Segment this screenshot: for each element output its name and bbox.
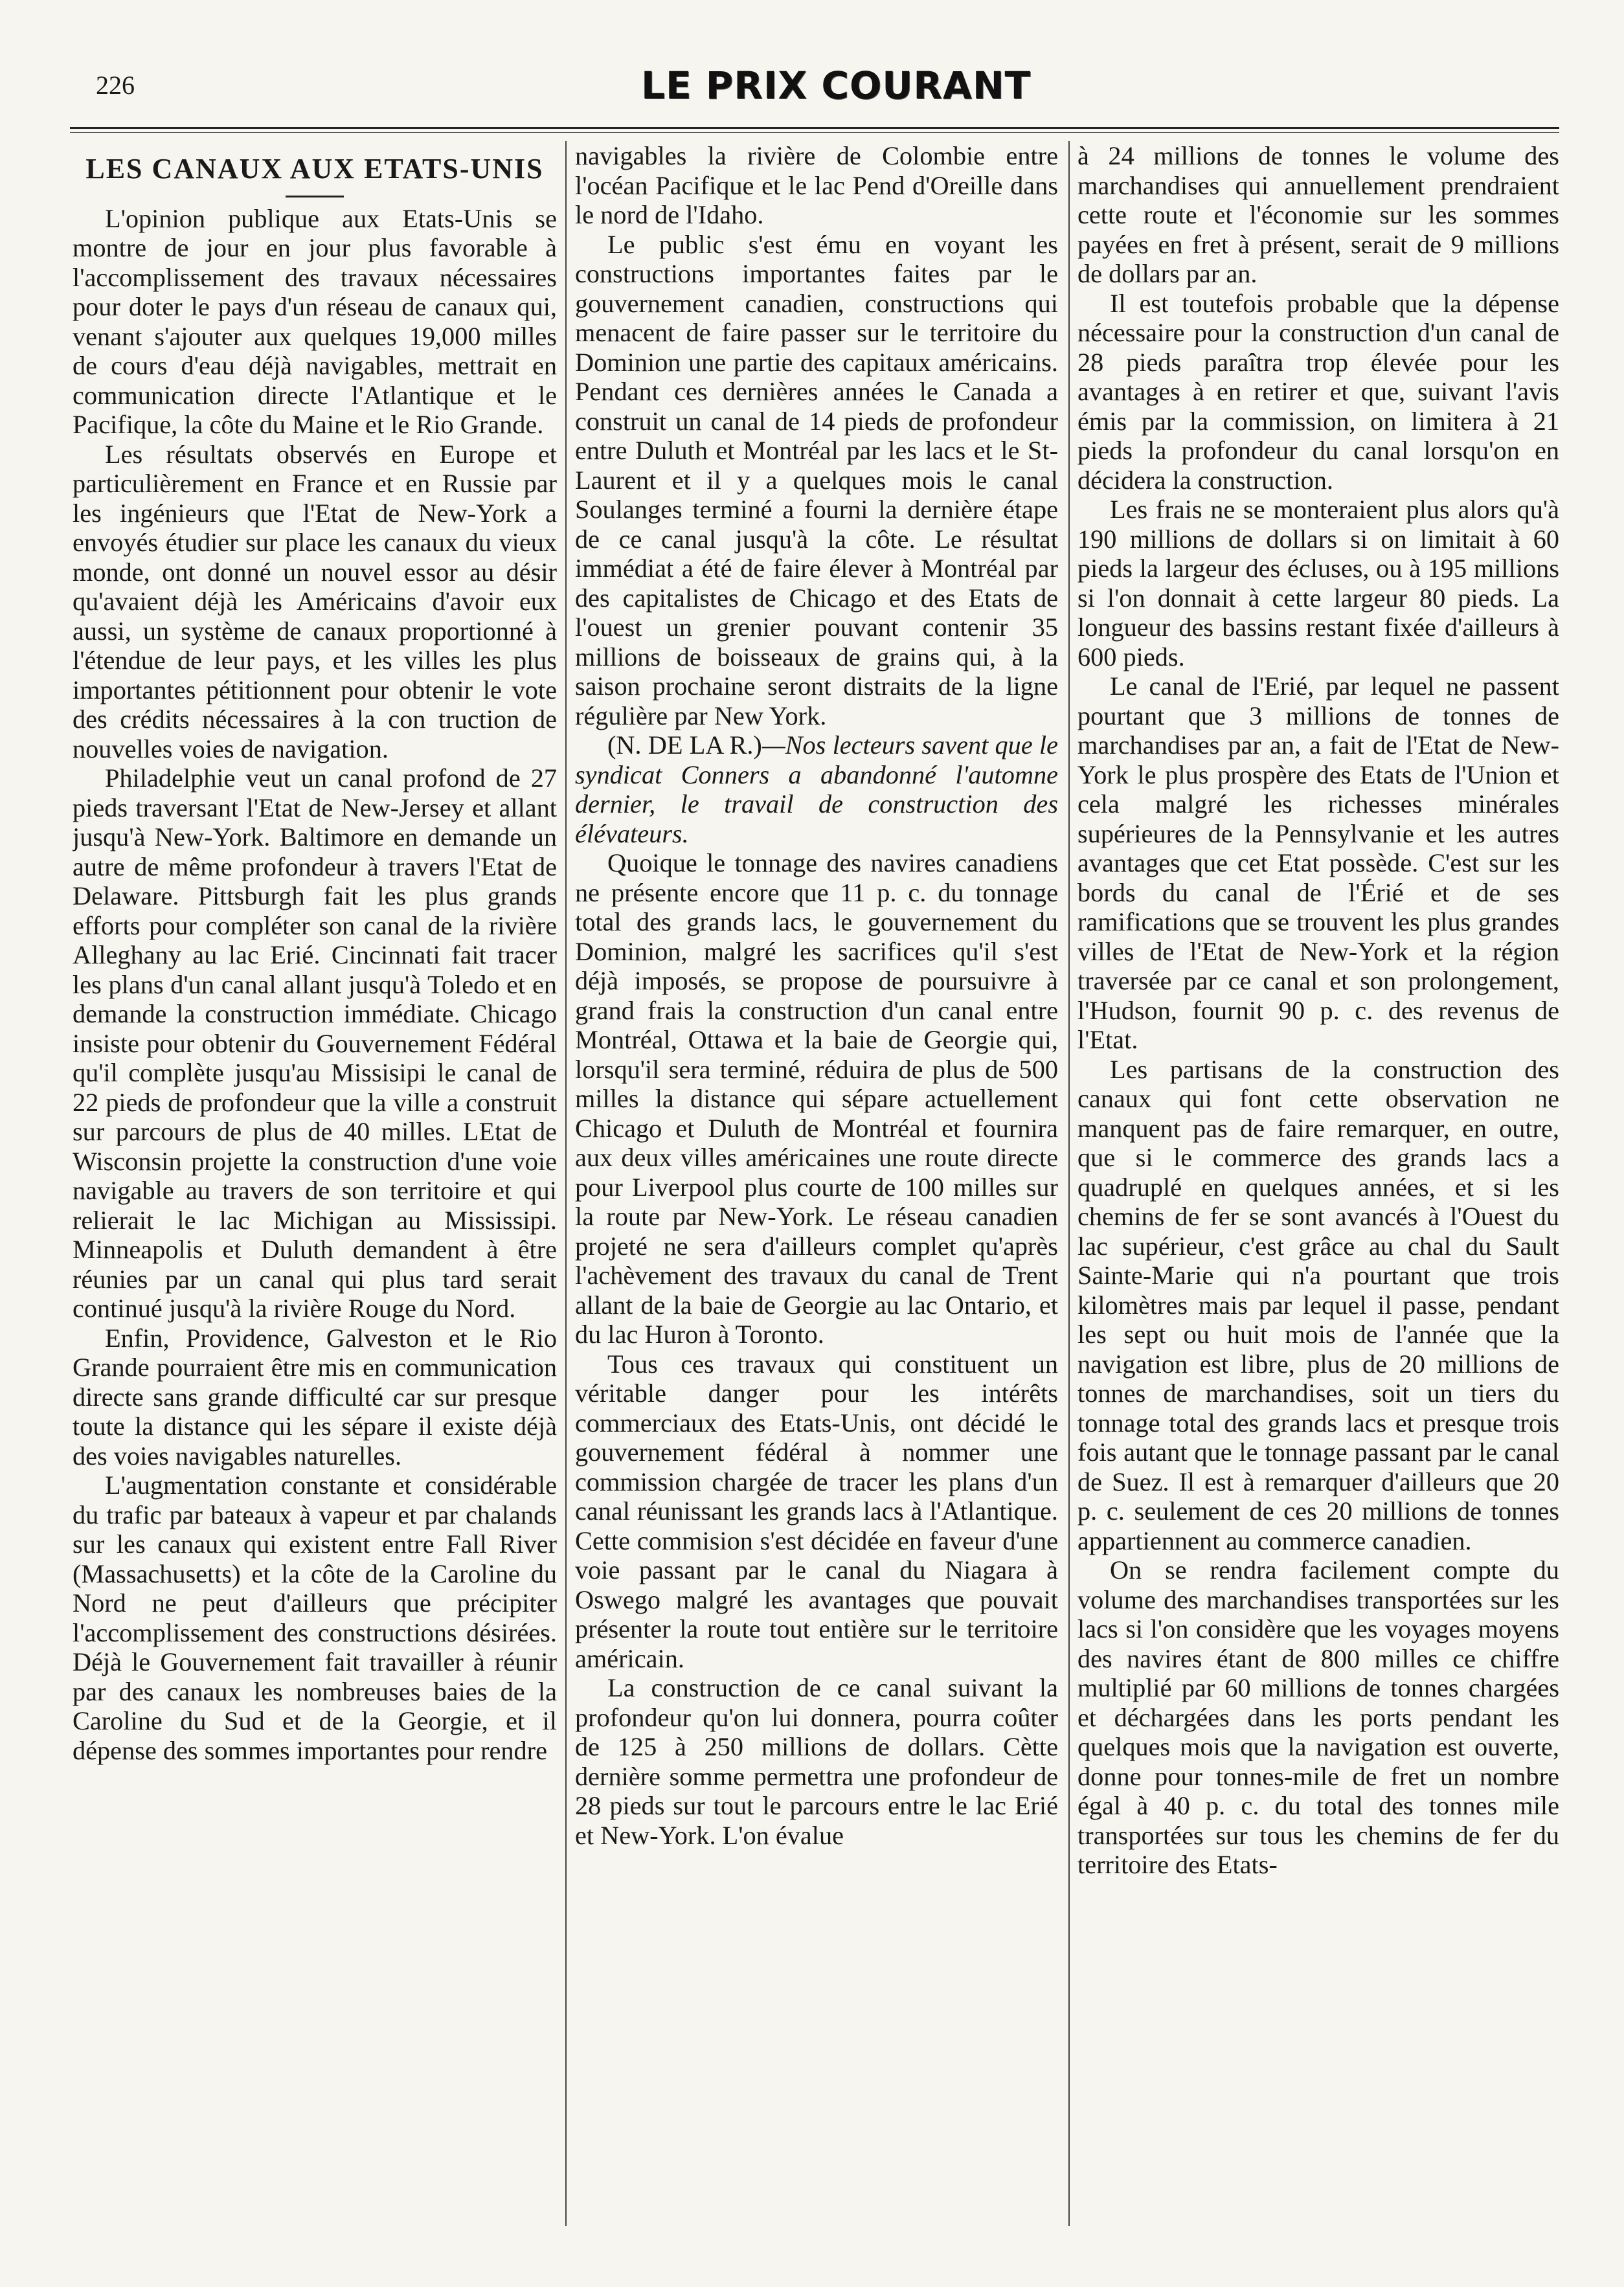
paragraph: Il est toutefois probable que la dépense nécessaire pour la construction d'un canal de 28 pieds paraîtra trop élevée pour les avantages à en retirer et que, suivant l'avis émis par la commission, on limitera à 21 pieds la profondeur du canal lorsqu'on en décidera la construction. (1077, 288, 1559, 495)
paragraph: On se rendra facilement compte du volume des marchandises transportées sur les lacs si l'on considère que les voyages moyens des navires étant de 800 milles ce chiffre multiplié par 60 millions de tonnes chargées et déchargées dans les ports pendant les quelques mois que la navigation est ouverte, donne pour tonnes-mile de fret un nombre égal à 40 p. c. du total des tonnes mile transportées sur tous les chemins de fer du territoire des Etats- (1077, 1555, 1559, 1879)
column-divider-2 (1068, 141, 1070, 2226)
column-1 (73, 141, 557, 2239)
paragraph: L'opinion publique aux Etats-Unis se montre de jour en jour plus favorable à l'accomplissement des travaux nécessaires pour doter le pays d'un réseau de canaux qui, venant s'ajouter aux quelques 19,000 milles de cours d'eau déjà navigables, mettrait en communication directe l'Atlantique et le Pacifique, la côte du Maine et le Rio Grande. (73, 203, 557, 439)
editor-note-label: (N. DE LA R.) (607, 730, 762, 760)
header-rule (70, 127, 1559, 129)
paragraph: Les frais ne se monteraient plus alors qu'à 190 millions de dollars si on limitait à 60 pieds la largeur des écluses, ou à 195 millions si l'on donnait à cette largeur 80 pieds. La longueur des bassins restant fixée d'ailleurs à 600 pieds. (1077, 495, 1559, 671)
paragraph: à 24 millions de tonnes le volume des marchandises qui annuellement prendraient cette route et l'économie sur les sommes payées en fret à présent, serait de 9 millions de dollars par an. (1077, 141, 1559, 288)
paragraph: La construction de ce canal suivant la profondeur qu'on lui donnera, pourra coûter de 125 à 250 millions de dollars. Cètte dernière somme permettra une profondeur de 28 pieds sur tout le parcours entre le lac Erié et New-York. L'on évalue (575, 1673, 1058, 1850)
article-title: LES CANAUX AUX ETATS-UNIS (85, 153, 544, 185)
title-rule (286, 196, 344, 197)
column-2 (575, 141, 1058, 2239)
column-3 (1077, 141, 1559, 2239)
paragraph: navigables la rivière de Colombie entre l'océan Pacifique et le lac Pend d'Oreille dans le nord de l'Idaho. (575, 141, 1058, 229)
masthead-logo: LE PRIX COURANT (641, 63, 1032, 107)
paragraph: Tous ces travaux qui constituent un véritable danger pour les intérêts commerciaux des Etats-Unis, ont décidé le gouvernement fédéral à nommer une commission chargée de tracer les plans d'un canal réunissant les grands lacs à l'Atlantique. Cette commision s'est décidée en faveur d'une voie passant par le canal du Niagara à Oswego malgré les avantages que pouvait présenter la route tout entière sur le territoire américain. (575, 1349, 1058, 1673)
paragraph: Le canal de l'Erié, par lequel ne passent pourtant que 3 millions de tonnes de marchandises par an, a fait de l'Etat de New-York le plus prospère des Etats de l'Union et cela malgré les richesses minérales supérieures de la Pennsylvanie et les autres avantages que cet Etat possède. C'est sur les bords du canal de l'Érié et de ses ramifications que se trouvent les plus grandes villes de l'Etat de New-York et la région traversée par ce canal et son prolongement, l'Hudson, fournit 90 p. c. des revenus de l'Etat. (1077, 671, 1559, 1054)
column-divider-1 (565, 141, 567, 2226)
paragraph: Les partisans de la construction des canaux qui font cette observation ne manquent pas de faire remarquer, en outre, que si le commerce des grands lacs a quadruplé en quelques années, et si les chemins de fer se sont avancés à l'Ouest du lac supérieur, c'est grâce au chal du Sault Sainte-Marie qui n'a pourtant que trois kilomètres mais par lequel il passe, pendant les sept ou huit mois de l'année que la navigation est libre, plus de 20 millions de tonnes de marchandises, soit un tiers du tonnage total des grands lacs et presque trois fois autant que le tonnage passant par le canal de Suez. Il est à remarquer d'ailleurs que 20 p. c. seulement de ces 20 millions de tonnes appartiennent au commerce canadien. (1077, 1054, 1559, 1555)
paragraph: Les résultats observés en Europe et particulièrement en France et en Russie par les ingénieurs que l'Etat de New-York a envoyés étudier sur place les canaux du vieux monde, ont donné un nouvel essor au désir qu'avaient déjà les Américains d'avoir eux aussi, un système de canaux proportionné à l'étendue de leur pays, et les villes les plus importantes pétitionnent pour obtenir le vote des crédits nécessaires à la con truction de nouvelles voies de navigation. (73, 439, 557, 763)
paragraph: L'augmentation constante et considérable du trafic par bateaux à vapeur et par chalands sur les canaux qui existent entre Fall River (Massachusetts) et la côte de la Caroline du Nord ne peut d'ailleurs que précipiter l'accomplissement des constructions désirées. Déjà le Gouvernement fait travailler à réunir par des canaux les nombreuses baies de la Caroline du Sud et de la Georgie, et il dépense des sommes importantes pour rendre (73, 1470, 557, 1765)
editor-note-text: —Nos lecteurs savent que le syndicat Conners a abandonné l'automne dernier, le travail de construction des élévateurs. (575, 730, 1058, 848)
paragraph: Le public s'est ému en voyant les constructions importantes faites par le gouvernement canadien, constructions qui menacent de faire passer sur le territoire du Dominion une partie des capitaux américains. Pendant ces dernières années le Canada a construit un canal de 14 pieds de profondeur entre Duluth et Montréal par les lacs et le St-Laurent et il y a quelques mois le canal Soulanges terminé a fourni la dernière étape de ce canal jusqu'à la côte. Le résultat immédiat a été de faire élever à Montréal par des capitalistes de Chicago et des Etats de l'ouest un grenier pouvant contenir 35 millions de boisseaux de grains qui, à la saison prochaine seront distraits de la ligne régulière par New York. (575, 229, 1058, 730)
page-header (0, 0, 1624, 136)
paragraph: Enfin, Providence, Galveston et le Rio Grande pourraient être mis en communication directe sans grande difficulté car sur presque toute la distance qui les sépare il existe déjà des voies navigables naturelles. (73, 1323, 557, 1470)
paragraph: Philadelphie veut un canal profond de 27 pieds traversant l'Etat de New-Jersey et allant jusqu'à New-York. Baltimore en demande un autre de même profondeur à travers l'Etat de Delaware. Pittsburgh fait les plus grands efforts pour compléter son canal de la rivière Alleghany au lac Erié. Cincinnati fait tracer les plans d'un canal allant jusqu'à Toledo et en demande la construction immédiate. Chicago insiste pour obtenir du Gouvernement Fédéral qu'il complète jusqu'au Missisipi le canal de 22 pieds de profondeur que la ville a construit sur parcours de plus de 40 milles. LEtat de Wisconsin projette la construction d'une voie navigable au travers de son territoire et qui relierait le lac Michigan au Mississipi. Minneapolis et Duluth demandent à être réunies par un canal qui plus tard serait continué jusqu'à la rivière Rouge du Nord. (73, 763, 557, 1323)
paragraph: Quoique le tonnage des navires canadiens ne présente encore que 11 p. c. du tonnage total des grands lacs, le gouvernement du Dominion, malgré les sacrifices qu'il s'est déjà imposés, se propose de poursuivre à grand frais la construction d'un canal entre Montréal, Ottawa et la baie de Georgie qui, lorsqu'il sera terminé, réduira de plus de 500 milles la distance qui sépare actuellement Chicago et Duluth de Montréal et fournira aux deux villes américaines une route directe pour Liverpool plus courte de 100 milles sur la route par New-York. Le réseau canadien projeté ne sera d'ailleurs complet qu'après l'achèvement des travaux du canal de Trent allant de la baie de Georgie au lac Ontario, et du lac Huron à Toronto. (575, 848, 1058, 1349)
editor-note (575, 730, 1058, 848)
header-rule-thin (70, 132, 1559, 133)
page-number: 226 (96, 71, 135, 100)
